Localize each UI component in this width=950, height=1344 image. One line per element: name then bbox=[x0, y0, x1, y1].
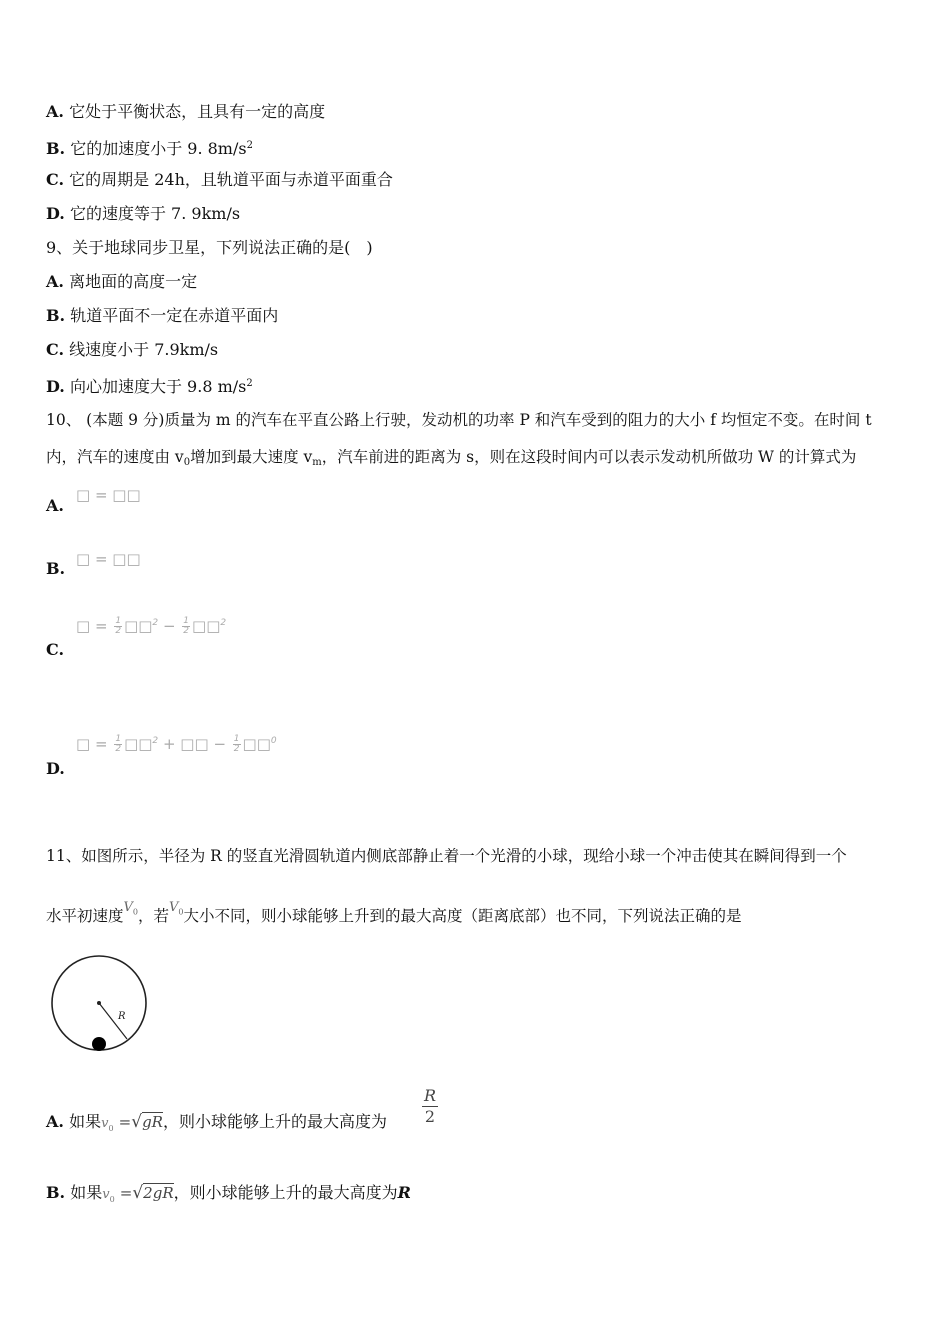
option-text: 如果 bbox=[69, 1112, 102, 1131]
exponent: 0 bbox=[270, 736, 277, 746]
exponent: 2 bbox=[152, 618, 159, 628]
circle-track-figure bbox=[46, 952, 152, 1058]
root-content: 2gR bbox=[143, 1184, 174, 1202]
q10-option-c-formula bbox=[76, 617, 226, 636]
v-letter: v bbox=[101, 1116, 109, 1131]
q9-option-c bbox=[46, 340, 218, 360]
exponent: 2 bbox=[220, 618, 227, 628]
option-label: D. bbox=[46, 204, 65, 223]
answer-symbol: R bbox=[397, 1183, 411, 1202]
numerator: 1 bbox=[233, 734, 240, 744]
root-content: gR bbox=[142, 1113, 163, 1131]
q8-option-b bbox=[46, 136, 253, 159]
v-letter: V bbox=[169, 900, 179, 915]
v0-symbol bbox=[124, 900, 138, 915]
symbol: □□ bbox=[242, 735, 271, 753]
option-text: ，则小球能够上升的最大高度为 bbox=[162, 1112, 387, 1131]
q9-option-b bbox=[46, 306, 278, 326]
stem-text: 水平初速度 bbox=[46, 907, 124, 925]
q10-option-a-label: A. bbox=[46, 496, 64, 515]
half-fraction bbox=[233, 735, 241, 754]
option-label: B. bbox=[46, 1183, 66, 1202]
option-text: ，则小球能够上升的最大高度为 bbox=[173, 1183, 398, 1202]
subscript: 0 bbox=[183, 457, 191, 468]
option-text: 它处于平衡状态，且具有一定的高度 bbox=[69, 102, 326, 121]
numerator: 1 bbox=[183, 616, 190, 626]
q8-option-c bbox=[46, 170, 393, 190]
q10-stem-line2 bbox=[46, 447, 856, 473]
q10-option-d-label: D. bbox=[46, 759, 65, 778]
v0-symbol bbox=[169, 900, 183, 915]
v-letter: v bbox=[102, 1187, 110, 1202]
denominator: 2 bbox=[424, 1107, 436, 1126]
option-text: 轨道平面不一定在赤道平面内 bbox=[70, 306, 279, 325]
ball bbox=[92, 1037, 106, 1051]
superscript: 2 bbox=[246, 140, 253, 151]
q11-stem-line1: 11、如图所示，半径为 R 的竖直光滑圆轨道内侧底部静止着一个光滑的小球，现给小球一个冲击使其在瞬间得到一个 bbox=[46, 847, 847, 865]
symbol: = bbox=[94, 617, 108, 635]
q10-option-c-label: C. bbox=[46, 640, 65, 659]
option-label: C. bbox=[46, 170, 65, 189]
symbol: = bbox=[118, 1113, 132, 1131]
symbol: = bbox=[94, 735, 108, 753]
exponent: 2 bbox=[152, 736, 159, 746]
option-label: C. bbox=[46, 340, 65, 359]
stem-text: ，汽车前进的距离为 s，则在这段时间内可以表示发动机所做功 W 的计算式为 bbox=[321, 448, 857, 466]
option-label: B. bbox=[46, 306, 66, 325]
symbol: − bbox=[213, 735, 227, 753]
numerator: 1 bbox=[115, 616, 122, 626]
radius-label: R bbox=[118, 1011, 126, 1022]
denominator: 2 bbox=[115, 626, 122, 636]
option-text: 如果 bbox=[70, 1183, 103, 1202]
half-fraction bbox=[182, 617, 190, 636]
symbol: □ bbox=[76, 735, 91, 753]
symbol: □□ bbox=[180, 735, 209, 753]
condition-formula: $v_0 =√gR$ bbox=[101, 1112, 163, 1134]
symbol: □ bbox=[76, 617, 91, 635]
v-letter: V bbox=[123, 900, 133, 915]
option-text: 它的速度等于 7. 9km/s bbox=[69, 204, 241, 223]
q11-stem-line2 bbox=[46, 900, 742, 933]
subscript: m bbox=[312, 457, 322, 468]
option-label: D. bbox=[46, 377, 65, 396]
option-text: 向心加速度大于 9.8 m/s bbox=[69, 377, 247, 396]
denominator: 2 bbox=[183, 626, 190, 636]
q10-option-a-formula: □ = □□ bbox=[76, 486, 141, 504]
q11-option-a bbox=[46, 1112, 387, 1139]
v-subscript: 0 bbox=[108, 1124, 114, 1134]
stem-text: 内，汽车的速度由 v bbox=[46, 448, 184, 466]
condition-formula: $v_0 =√2gR$ bbox=[102, 1183, 174, 1205]
stem-text: 增加到最大速度 v bbox=[190, 448, 313, 466]
option-text: 离地面的高度一定 bbox=[69, 272, 198, 291]
half-fraction bbox=[114, 735, 122, 754]
v-subscript: 0 bbox=[178, 907, 184, 917]
q10-option-d-formula bbox=[76, 735, 277, 754]
option-label: B. bbox=[46, 139, 66, 158]
numerator: 1 bbox=[115, 734, 122, 744]
q10-stem-line1: 10、 (本题 9 分)质量为 m 的汽车在平直公路上行驶，发动机的功率 P 和汽车受到的阻力的大小 f 均恒定不变。在时间 t bbox=[46, 411, 872, 429]
q9-option-d bbox=[46, 374, 253, 397]
half-fraction bbox=[114, 617, 122, 636]
superscript: 2 bbox=[246, 378, 253, 389]
v-subscript: 0 bbox=[132, 907, 138, 917]
stem-text: 大小不同，则小球能够上升到的最大高度（距离底部）也不同，下列说法正确的是 bbox=[183, 907, 742, 925]
option-text: 线速度小于 7.9km/s bbox=[69, 340, 219, 359]
q10-option-b-formula: □ = □□ bbox=[76, 550, 141, 568]
q10-option-b-label: B. bbox=[46, 559, 66, 578]
option-label: A. bbox=[46, 272, 64, 291]
symbol: □□ bbox=[192, 617, 221, 635]
denominator: 2 bbox=[115, 744, 122, 754]
symbol: − bbox=[162, 617, 176, 635]
q8-option-a bbox=[46, 102, 325, 122]
q11-option-b bbox=[46, 1183, 411, 1210]
symbol: □□ bbox=[124, 617, 153, 635]
option-label: A. bbox=[46, 102, 64, 121]
q9-stem: 9、关于地球同步卫星，下列说法正确的是( ) bbox=[46, 238, 373, 257]
symbol: + bbox=[162, 735, 176, 753]
height-fraction bbox=[422, 1086, 438, 1127]
numerator: R bbox=[424, 1086, 437, 1105]
stem-text: ，若 bbox=[138, 907, 170, 925]
symbol: □□ bbox=[124, 735, 153, 753]
v-subscript: 0 bbox=[109, 1195, 115, 1205]
q8-option-d bbox=[46, 204, 240, 224]
q9-option-a bbox=[46, 272, 197, 292]
option-label: A. bbox=[46, 1112, 64, 1131]
denominator: 2 bbox=[233, 744, 240, 754]
symbol: = bbox=[119, 1184, 133, 1202]
option-text: 它的加速度小于 9. 8m/s bbox=[70, 139, 247, 158]
option-text: 它的周期是 24h，且轨道平面与赤道平面重合 bbox=[69, 170, 393, 189]
